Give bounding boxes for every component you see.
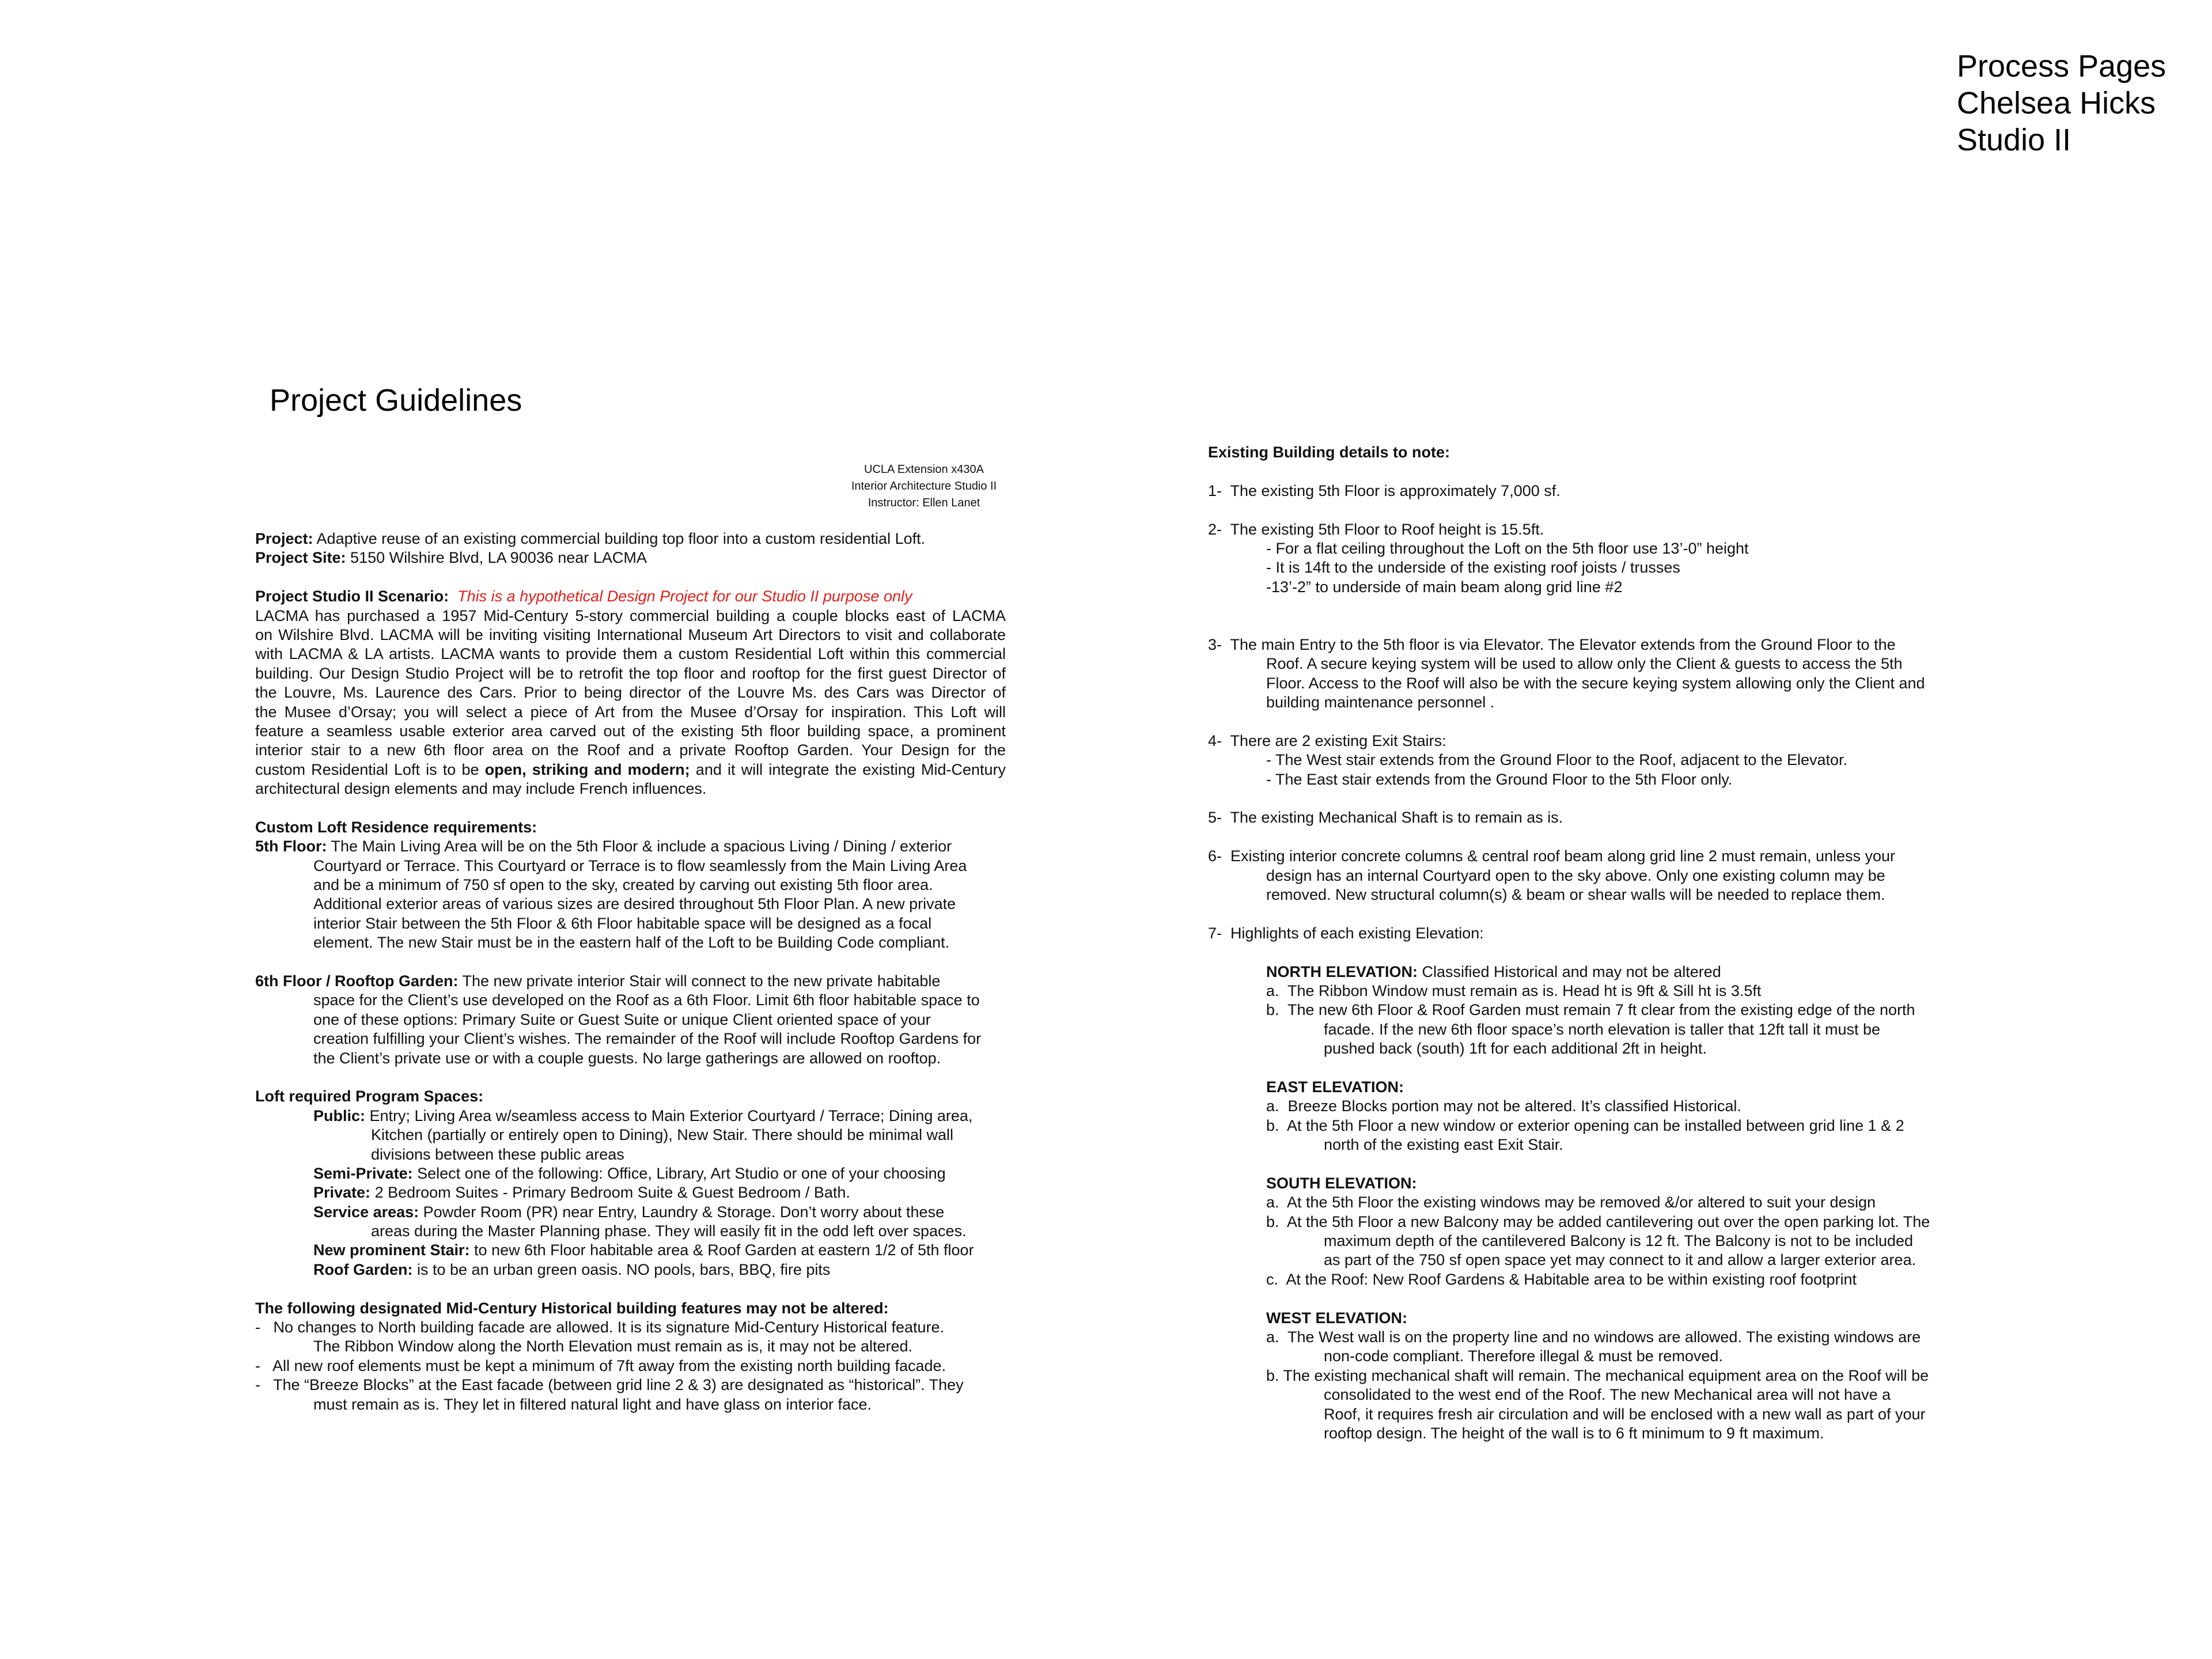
text-line (255, 837, 1006, 856)
text-line (255, 645, 1006, 664)
body-text: the Musee d’Orsay; you will select a piece of Art from the Musee d’Orsay for inspiration. This Loft will (255, 703, 1006, 721)
body-text: The new private interior Stair will connect to the new private habitable (458, 972, 941, 990)
body-text: the Client’s private use or with a couple guests. No large gatherings are allowed on rooftop. (313, 1049, 941, 1067)
blank-line (1208, 616, 1957, 635)
text-line (255, 1260, 1006, 1279)
text-line (1208, 1213, 1957, 1232)
body-text: b. At the 5th Floor a new window or exterior opening can be installed between grid line 1 & 2 (1266, 1116, 1904, 1134)
text-line (255, 683, 1006, 702)
body-text: architectural design elements and may include French influences. (255, 780, 707, 798)
body-text: Adaptive reuse of an existing commercial building top floor into a custom residential Loft. (313, 530, 926, 547)
text-line (255, 1203, 1006, 1222)
text-line (1208, 520, 1957, 539)
body-text: - The “Breeze Blocks” at the East facade (between grid line 2 & 3) are designated as “historical”. They (255, 1376, 964, 1394)
bold-text: 6th Floor / Rooftop Garden: (255, 972, 459, 990)
body-text: building. Our Design Studio Project will be to retrofit the top floor and rooftop for the first guest Director of (255, 664, 1006, 682)
building-details-column (1208, 443, 1957, 1443)
text-line (255, 857, 1006, 876)
text-line (1208, 1251, 1957, 1270)
body-text: interior Stair between the 5th Floor & 6th Floor habitable space will be designed as a focal (313, 914, 932, 932)
text-line (1208, 558, 1957, 577)
bold-text: Custom Loft Residence requirements: (255, 818, 537, 836)
text-line (1208, 1232, 1957, 1251)
blank-line (1208, 904, 1957, 923)
bold-text: SOUTH ELEVATION: (1266, 1174, 1417, 1192)
body-text: space for the Client’s use developed on the Roof as a 6th Floor. Limit 6th floor habitable space to (313, 991, 980, 1009)
body-text: 6- Existing interior concrete columns & central roof beam along grid line 2 must remain, unless your (1208, 847, 1896, 865)
text-line (1208, 1385, 1957, 1404)
text-line (255, 1010, 1006, 1029)
body-text: as part of the 750 sf open space yet may connect to it and allow a larger exterior area. (1324, 1251, 1916, 1269)
course-instructor: Instructor: Ellen Lanet (868, 497, 980, 509)
body-text: Floor. Access to the Roof will also be with the secure keying system allowing only the Client and (1266, 674, 1925, 692)
course-name: Interior Architecture Studio II (851, 480, 997, 493)
text-line (255, 1049, 1006, 1068)
body-text: is to be an urban green oasis. NO pools, bars, BBQ, fire pits (412, 1260, 831, 1278)
text-line (255, 1337, 1006, 1356)
blank-line (255, 1068, 1006, 1087)
header-line-author: Chelsea Hicks (1957, 86, 2156, 120)
text-line (1208, 674, 1957, 693)
text-line (1208, 539, 1957, 558)
text-line (255, 1029, 1006, 1048)
text-line (1208, 1174, 1957, 1193)
text-line (1208, 924, 1957, 943)
text-line (255, 1087, 1006, 1106)
text-line (1208, 732, 1957, 751)
text-line (1208, 693, 1957, 712)
body-text: c. At the Roof: New Roof Gardens & Habitable area to be within existing roof footprint (1266, 1270, 1857, 1288)
blank-line (1208, 462, 1957, 481)
text-line (1208, 847, 1957, 866)
body-text: 5150 Wilshire Blvd, LA 90036 near LACMA (346, 549, 647, 567)
bold-text: WEST ELEVATION: (1266, 1309, 1407, 1327)
body-text: - For a flat ceiling throughout the Loft on the 5th floor use 13’-0” height (1266, 539, 1749, 557)
text-line (1208, 1020, 1957, 1039)
blank-line (255, 953, 1006, 972)
body-text: removed. New structural column(s) & beam or shear walls will be needed to replace them. (1266, 885, 1885, 903)
body-text: areas during the Master Planning phase. They will easily fit in the odd left over spaces. (371, 1222, 967, 1240)
body-text: and it will integrate the existing Mid-Century (690, 760, 1006, 778)
text-line (1208, 1347, 1957, 1366)
blank-line (255, 1279, 1006, 1298)
text-line (255, 1107, 1006, 1126)
body-text: Powder Room (PR) near Entry, Laundry & Storage. Don’t worry about these (419, 1203, 945, 1221)
body-text: 7- Highlights of each existing Elevation: (1208, 924, 1484, 942)
body-text: Select one of the following: Office, Library, Art Studio or one of your choosing (412, 1164, 946, 1182)
body-text: creation fulfilling your Client’s wishes. The remainder of the Roof will include Rooftop Gardens for (313, 1030, 982, 1048)
body-text: b. The new 6th Floor & Roof Garden must remain 7 ft clear from the existing edge of the north (1266, 1001, 1915, 1019)
text-line (1208, 1270, 1957, 1289)
body-text: feature a seamless usable exterior area carved out of the existing 5th floor building space, a prominent (255, 722, 1006, 740)
text-line (1208, 1424, 1957, 1443)
body-text: rooftop design. The height of the wall is to 6 ft minimum to 9 ft maximum. (1324, 1424, 1824, 1442)
body-text: Classified Historical and may not be altered (1418, 963, 1721, 980)
bold-text: 5th Floor: (255, 838, 327, 855)
text-line (255, 895, 1006, 914)
blank-line (1208, 943, 1957, 962)
body-text: the Louvre, Ms. Laurence des Cars. Prior to being director of the Louvre Ms. des Cars was Director of (255, 684, 1006, 702)
text-line (1208, 482, 1957, 501)
body-text: one of these options: Primary Suite or Guest Suite or unique Client oriented space of your (313, 1010, 931, 1028)
text-line (1208, 1193, 1957, 1212)
text-line (1208, 751, 1957, 770)
text-line (255, 1126, 1006, 1145)
body-text: with LACMA & LA artists. LACMA wants to provide them a custom Residential Loft within this commercial (255, 645, 1006, 663)
text-line (1208, 982, 1957, 1001)
page-header (1957, 48, 2166, 158)
body-text: 5- The existing Mechanical Shaft is to remain as is. (1208, 809, 1563, 827)
blank-line (1208, 597, 1957, 616)
text-line (255, 818, 1006, 837)
text-line (1208, 866, 1957, 885)
text-line (1208, 635, 1957, 654)
text-line (255, 1299, 1006, 1318)
blank-line (255, 568, 1006, 587)
body-text: interior stair to a new 6th floor area on the Roof and a private Rooftop Garden. Your Design for the (255, 741, 1006, 759)
text-line (1208, 885, 1957, 904)
course-info (838, 461, 1010, 512)
body-text: - The East stair extends from the Ground Floor to the 5th Floor only. (1266, 770, 1733, 788)
text-line (255, 1357, 1006, 1376)
text-line (1208, 963, 1957, 982)
text-line (1208, 1001, 1957, 1020)
bold-text: EAST ELEVATION: (1266, 1078, 1404, 1096)
bold-text: Public: (313, 1107, 366, 1124)
body-text: - All new roof elements must be kept a minimum of 7ft away from the existing north building facade. (255, 1357, 946, 1374)
bold-text: Existing Building details to note: (1208, 444, 1450, 461)
text-line (1208, 1116, 1957, 1135)
body-text: custom Residential Loft is to be (255, 760, 485, 778)
text-line (255, 722, 1006, 741)
blank-line (1208, 828, 1957, 847)
text-line (1208, 1097, 1957, 1116)
text-line (255, 626, 1006, 645)
text-line (1208, 808, 1957, 827)
text-line (255, 587, 1006, 606)
text-line (1208, 1039, 1957, 1058)
text-line (255, 914, 1006, 933)
body-text: a. At the 5th Floor the existing windows may be removed &/or altered to suit your design (1266, 1194, 1876, 1211)
text-line (1208, 770, 1957, 789)
header-line-course: Studio II (1957, 123, 2071, 157)
body-text: north of the existing east Exit Stair. (1324, 1136, 1563, 1154)
body-text: on Wilshire Blvd. LACMA will be inviting visiting International Museum Art Directors to visit and collaborate (255, 626, 1006, 643)
text-line (1208, 578, 1957, 597)
course-code: UCLA Extension x430A (864, 463, 984, 476)
bold-text: Service areas: (313, 1203, 419, 1221)
text-line (255, 529, 1006, 548)
bold-text: New prominent Stair: (313, 1241, 470, 1259)
blank-line (1208, 789, 1957, 808)
body-text: non-code compliant. Therefore illegal & must be removed. (1324, 1347, 1723, 1365)
text-line (255, 991, 1006, 1010)
body-text: Courtyard or Terrace. This Courtyard or Terrace is to flow seamlessly from the Main Living Area (313, 857, 967, 874)
body-text: must remain as is. They let in filtered natural light and have glass on interior face. (313, 1395, 872, 1413)
text-line (255, 1222, 1006, 1241)
body-text: divisions between these public areas (371, 1145, 624, 1163)
body-text: a. The Ribbon Window must remain as is. Head ht is 9ft & Sill ht is 3.5ft (1266, 982, 1762, 999)
text-line (1208, 1405, 1957, 1424)
bold-text: Project Site: (255, 549, 346, 567)
bold-text: Private: (313, 1184, 371, 1202)
page-title: Project Guidelines (270, 383, 522, 418)
body-text: Additional exterior areas of various sizes are desired throughout 5th Floor Plan. A new private (313, 895, 956, 913)
text-line (1208, 1309, 1957, 1328)
bold-text: Project Studio II Scenario: (255, 588, 458, 605)
text-line (255, 1318, 1006, 1337)
text-line (255, 607, 1006, 626)
header-line-section: Process Pages (1957, 49, 2166, 84)
text-line (255, 933, 1006, 952)
blank-line (1208, 1289, 1957, 1308)
body-text: a. The West wall is on the property line and no windows are allowed. The existing windows are (1266, 1328, 1921, 1346)
text-line (255, 1145, 1006, 1164)
bold-text: open, striking and modern; (484, 760, 690, 778)
project-description-column (255, 529, 1006, 1414)
text-line (255, 741, 1006, 760)
body-text: 2 Bedroom Suites - Primary Bedroom Suite & Guest Bedroom / Bath. (370, 1184, 850, 1202)
body-text: b. At the 5th Floor a new Balcony may be added cantilevering out over the open parking lot. The (1266, 1213, 1930, 1230)
body-text: LACMA has purchased a 1957 Mid-Century 5-story commercial building a couple blocks east of LACMA (255, 607, 1006, 624)
bold-text: NORTH ELEVATION: (1266, 963, 1418, 980)
body-text: Kitchen (partially or entirely open to Dining), New Stair. There should be minimal wall (371, 1126, 953, 1144)
blank-line (1208, 501, 1957, 520)
body-text: building maintenance personnel . (1266, 694, 1495, 711)
body-text: The Ribbon Window along the North Elevation must remain as is, it may not be altered. (313, 1338, 913, 1355)
body-text: - It is 14ft to the underside of the existing roof joists / trusses (1266, 559, 1680, 577)
text-line (1208, 1328, 1957, 1347)
text-line (255, 1395, 1006, 1414)
body-text: 1- The existing 5th Floor is approximately 7,000 sf. (1208, 482, 1560, 499)
text-line (1208, 1078, 1957, 1097)
text-line (255, 779, 1006, 798)
body-text: to new 6th Floor habitable area & Roof Garden at eastern 1/2 of 5th floor (469, 1241, 974, 1259)
body-text: Roof, it requires fresh air circulation and will be enclosed with a new wall as part of your (1324, 1405, 1926, 1423)
body-text: pushed back (south) 1ft for each additional 2ft in height. (1324, 1040, 1707, 1058)
text-line (1208, 1135, 1957, 1154)
text-line (255, 1376, 1006, 1395)
body-text: 3- The main Entry to the 5th floor is via Elevator. The Elevator extends from the Ground Floor to the (1208, 635, 1896, 653)
body-text: - The West stair extends from the Ground Floor to the Roof, adjacent to the Elevator. (1266, 751, 1848, 769)
body-text: and be a minimum of 750 sf open to the sky, created by carving out existing 5th floor area. (313, 876, 933, 894)
blank-line (1208, 1154, 1957, 1173)
text-line (1208, 1366, 1957, 1385)
body-text: 4- There are 2 existing Exit Stairs: (1208, 732, 1446, 749)
body-text: b. The existing mechanical shaft will remain. The mechanical equipment area on the Roof will be (1266, 1366, 1929, 1384)
text-line (255, 703, 1006, 722)
body-text: design has an internal Courtyard open to the sky above. Only one existing column may be (1266, 866, 1885, 884)
text-line (255, 876, 1006, 895)
text-line (255, 548, 1006, 567)
bold-text: Loft required Program Spaces: (255, 1088, 484, 1105)
text-line (255, 1241, 1006, 1260)
body-text: maximum depth of the cantilevered Balcony is 12 ft. The Balcony is not to be included (1324, 1232, 1914, 1250)
body-text: The Main Living Area will be on the 5th Floor & include a spacious Living / Dining / exterior (327, 838, 952, 855)
bold-text: Roof Garden: (313, 1260, 413, 1278)
text-line (255, 1183, 1006, 1202)
bold-text: The following designated Mid-Century Historical building features may not be altered: (255, 1299, 889, 1317)
bold-text: Semi-Private: (313, 1164, 413, 1182)
blank-line (1208, 1059, 1957, 1078)
body-text: element. The new Stair must be in the eastern half of the Loft to be Building Code compliant. (313, 934, 950, 952)
blank-line (255, 798, 1006, 817)
body-text: a. Breeze Blocks portion may not be altered. It’s classified Historical. (1266, 1097, 1741, 1115)
text-line (1208, 654, 1957, 673)
body-text: - No changes to North building facade are allowed. It is its signature Mid-Century Historical feature. (255, 1319, 945, 1336)
text-line (255, 664, 1006, 683)
blank-line (1208, 712, 1957, 731)
text-line (1208, 443, 1957, 462)
bold-text: Project: (255, 530, 313, 547)
body-text: 2- The existing 5th Floor to Roof height is 15.5ft. (1208, 520, 1544, 538)
text-line (255, 1164, 1006, 1183)
highlight-note: This is a hypothetical Design Project for our Studio II purpose only (457, 588, 912, 605)
text-line (255, 760, 1006, 779)
body-text: consolidated to the west end of the Roof. The new Mechanical area will not have a (1324, 1386, 1891, 1404)
body-text: Roof. A secure keying system will be used to allow only the Client & guests to access the 5th (1266, 655, 1903, 673)
body-text: -13’-2” to underside of main beam along grid line #2 (1266, 578, 1623, 596)
text-line (255, 972, 1006, 991)
body-text: facade. If the new 6th floor space’s north elevation is taller that 12ft tall it must be (1324, 1020, 1881, 1038)
body-text: Entry; Living Area w/seamless access to Main Exterior Courtyard / Terrace; Dining area, (365, 1107, 973, 1124)
